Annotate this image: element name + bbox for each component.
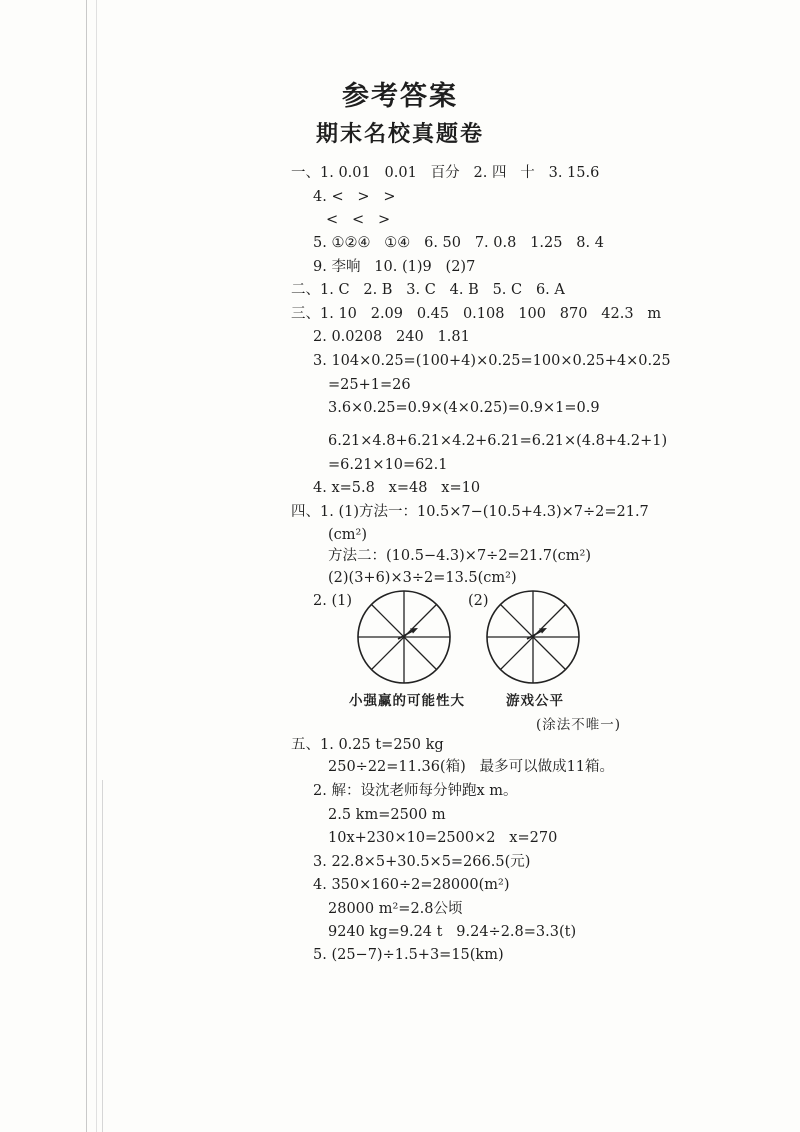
answer-line: 三、1. 10 2.09 0.45 0.108 100 870 42.3 m (291, 306, 662, 322)
answer-line: 3.6×0.25=0.9×(4×0.25)=0.9×1=0.9 (328, 400, 600, 416)
answer-line: 4. < > > (313, 189, 396, 205)
answer-line: =25+1=26 (328, 377, 411, 393)
answer-line: 5. (25−7)÷1.5+3=15(km) (313, 947, 504, 963)
spinner-note: (涂法不唯一) (536, 717, 622, 733)
answer-line: 3. 22.8×5+30.5×5=266.5(元) (313, 854, 531, 870)
answer-line: 五、1. 0.25 t=250 kg (291, 737, 444, 753)
page-title: 参考答案 (342, 81, 458, 112)
answer-line: (2) (468, 593, 489, 609)
spinner-caption-left: 小强赢的可能性大 (349, 693, 465, 709)
answer-line: 2. (1) (313, 593, 352, 609)
answer-line: 4. 350×160÷2=28000(m²) (313, 877, 510, 893)
spinner-caption-right: 游戏公平 (506, 693, 564, 709)
spinner-diagram-right (485, 589, 581, 685)
answer-line: =6.21×10=62.1 (328, 457, 448, 473)
answer-line: 9240 kg=9.24 t 9.24÷2.8=3.3(t) (328, 924, 577, 940)
answer-line: 2.5 km=2500 m (328, 807, 446, 823)
answer-line: < < > (326, 212, 391, 228)
answer-line: 4. x=5.8 x=48 x=10 (313, 480, 481, 496)
answer-line: 二、1. C 2. B 3. C 4. B 5. C 6. A (291, 282, 565, 298)
scan-line (96, 0, 97, 1132)
answer-line: 2. 0.0208 240 1.81 (313, 329, 470, 345)
answer-line: 2. 解：设沈老师每分钟跑x m。 (313, 783, 518, 799)
answer-line: 9. 李响 10. (1)9 (2)7 (313, 259, 476, 275)
answer-line: 方法二：(10.5−4.3)×7÷2=21.7(cm²) (328, 548, 591, 564)
scan-line (86, 0, 87, 1132)
answer-line: 6.21×4.8+6.21×4.2+6.21=6.21×(4.8+4.2+1) (328, 433, 668, 449)
answer-line: (cm²) (328, 527, 367, 543)
answer-line: 28000 m²=2.8公顷 (328, 901, 463, 917)
answer-line: 一、1. 0.01 0.01 百分 2. 四 十 3. 15.6 (291, 165, 600, 181)
answer-line: 四、1. (1)方法一：10.5×7−(10.5+4.3)×7÷2=21.7 (291, 504, 649, 520)
answer-line: 250÷22=11.36(箱) 最多可以做成11箱。 (328, 759, 615, 775)
answer-line: 3. 104×0.25=(100+4)×0.25=100×0.25+4×0.25 (313, 353, 671, 369)
answer-line: (2)(3+6)×3÷2=13.5(cm²) (328, 570, 517, 586)
answer-line: 10x+230×10=2500×2 x=270 (328, 830, 558, 846)
page-subtitle: 期末名校真题卷 (315, 121, 484, 147)
spinner-diagram-left (356, 589, 452, 685)
answer-line: 5. ①②④ ①④ 6. 50 7. 0.8 1.25 8. 4 (313, 235, 604, 251)
scan-line (102, 780, 103, 1132)
